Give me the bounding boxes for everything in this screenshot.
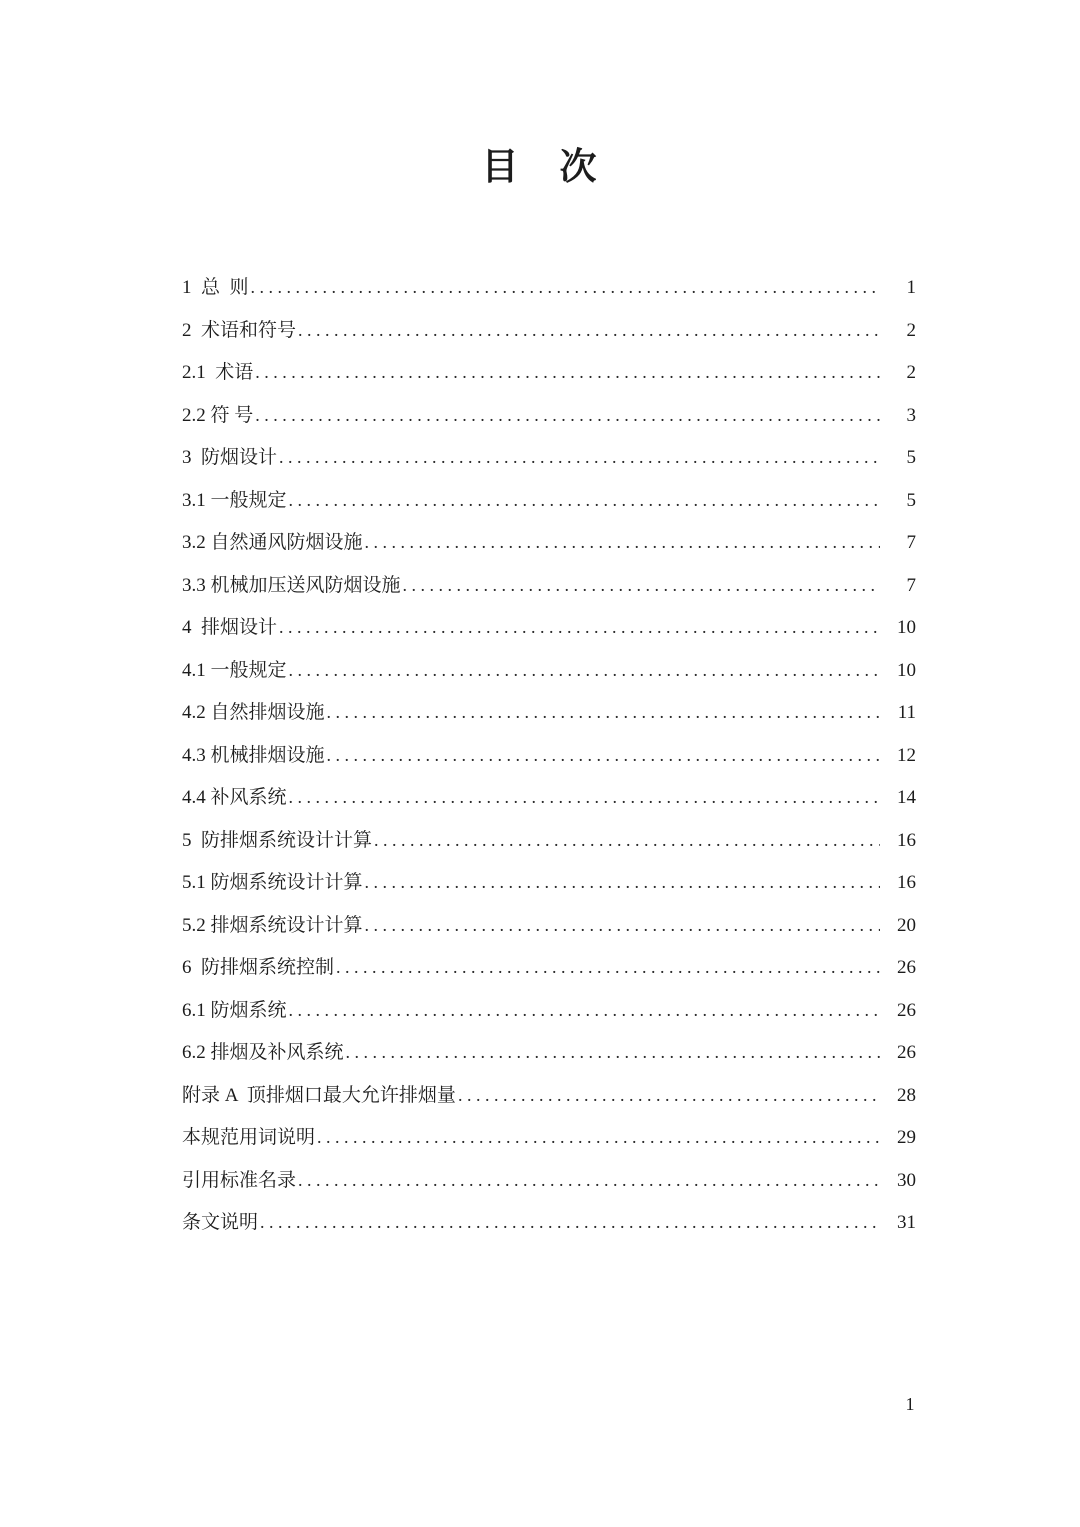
- toc-dot-leader: [289, 479, 880, 523]
- toc-entry: [182, 479, 916, 522]
- toc-entry-page: 16: [897, 872, 916, 893]
- toc-entry: [182, 776, 916, 819]
- toc-entry-label: 2.2 符 号: [182, 404, 254, 426]
- toc-entry-label: 6.2 排烟及补风系统: [182, 1042, 344, 1063]
- toc-entry-page: 5: [906, 489, 916, 511]
- toc-entry-label: 4.2 自然排烟设施: [182, 702, 325, 723]
- toc-entry: [182, 266, 916, 309]
- table-of-contents: [182, 266, 916, 1244]
- toc-dot-leader: [374, 819, 880, 863]
- toc-dot-leader: [289, 989, 880, 1033]
- toc-dot-leader: [289, 649, 880, 693]
- toc-dot-leader: [365, 904, 880, 948]
- toc-entry-page: 12: [897, 744, 916, 766]
- toc-entry-label: 1 总 则: [182, 277, 249, 298]
- toc-dot-leader: [279, 606, 880, 650]
- toc-entry-label: 4.3 机械排烟设施: [182, 744, 325, 766]
- toc-entry-page: 10: [897, 617, 916, 638]
- toc-entry: [182, 861, 916, 904]
- toc-entry-page: 29: [897, 1127, 916, 1148]
- toc-entry: [182, 904, 916, 947]
- toc-dot-leader: [327, 691, 880, 735]
- toc-entry: [182, 1159, 916, 1202]
- toc-entry-label: 2.1 术语: [182, 362, 254, 383]
- toc-dot-leader: [365, 861, 880, 905]
- toc-entry: [182, 946, 916, 989]
- toc-entry-label: 引用标准名录: [182, 1169, 297, 1191]
- toc-entry-page: 28: [897, 1084, 916, 1106]
- toc-dot-leader: [336, 946, 880, 990]
- toc-entry: [182, 351, 916, 394]
- toc-entry-label: 3.3 机械加压送风防烟设施: [182, 574, 401, 596]
- toc-dot-leader: [458, 1074, 880, 1118]
- toc-entry-label: 5.1 防烟系统设计计算: [182, 872, 363, 893]
- toc-entry-label: 附录 A 顶排烟口最大允许排烟量: [182, 1084, 456, 1106]
- toc-entry: [182, 521, 916, 564]
- toc-entry-label: 本规范用词说明: [182, 1127, 316, 1148]
- page-title: 目 次: [481, 147, 599, 188]
- toc-entry: [182, 989, 916, 1032]
- toc-entry-page: 31: [897, 1212, 916, 1233]
- toc-entry: [182, 819, 916, 862]
- toc-dot-leader: [255, 394, 880, 438]
- toc-entry-page: 2: [906, 362, 916, 383]
- toc-entry-page: 5: [906, 447, 916, 468]
- toc-dot-leader: [289, 776, 880, 820]
- toc-dot-leader: [260, 1201, 880, 1245]
- toc-dot-leader: [251, 266, 880, 310]
- toc-dot-leader: [317, 1116, 880, 1160]
- toc-entry-label: 6 防排烟系统控制: [182, 957, 335, 978]
- toc-entry-page: 16: [897, 829, 916, 851]
- toc-entry: [182, 691, 916, 734]
- toc-entry-page: 10: [897, 659, 916, 681]
- toc-entry-page: 26: [897, 1042, 916, 1063]
- toc-entry: [182, 1201, 916, 1244]
- toc-entry-label: 3.1 一般规定: [182, 489, 287, 511]
- toc-entry-label: 6.1 防烟系统: [182, 999, 287, 1021]
- toc-entry: [182, 1074, 916, 1117]
- toc-dot-leader: [327, 734, 880, 778]
- toc-dot-leader: [255, 351, 880, 395]
- toc-entry-page: 3: [906, 404, 916, 426]
- toc-entry: [182, 309, 916, 352]
- toc-dot-leader: [365, 521, 880, 565]
- toc-entry-page: 2: [906, 319, 916, 341]
- toc-entry-page: 30: [897, 1169, 916, 1191]
- toc-entry: [182, 1116, 916, 1159]
- toc-entry: [182, 606, 916, 649]
- toc-entry-page: 14: [897, 787, 916, 808]
- toc-entry-page: 1: [906, 277, 916, 298]
- toc-dot-leader: [279, 436, 880, 480]
- toc-entry: [182, 734, 916, 777]
- toc-entry-page: 26: [897, 999, 916, 1021]
- toc-entry-label: 4 排烟设计: [182, 617, 278, 638]
- toc-entry-label: 条文说明: [182, 1212, 259, 1233]
- toc-entry-label: 3 防烟设计: [182, 447, 278, 468]
- toc-dot-leader: [298, 309, 880, 353]
- toc-entry: [182, 649, 916, 692]
- toc-entry-page: 20: [897, 914, 916, 936]
- toc-entry-label: 3.2 自然通风防烟设施: [182, 532, 363, 553]
- toc-entry-page: 7: [906, 532, 916, 553]
- toc-entry-page: 7: [906, 574, 916, 596]
- toc-entry: [182, 436, 916, 479]
- toc-entry-label: 4.4 补风系统: [182, 787, 287, 808]
- toc-entry-label: 4.1 一般规定: [182, 659, 287, 681]
- toc-entry: [182, 1031, 916, 1074]
- toc-dot-leader: [346, 1031, 880, 1075]
- toc-entry-page: 11: [897, 702, 916, 723]
- toc-entry-label: 5.2 排烟系统设计计算: [182, 914, 363, 936]
- footer-page-number: 1: [905, 1394, 915, 1414]
- toc-entry: [182, 394, 916, 437]
- toc-dot-leader: [298, 1159, 880, 1203]
- toc-entry-label: 2 术语和符号: [182, 319, 297, 341]
- toc-entry-page: 26: [897, 957, 916, 978]
- toc-dot-leader: [403, 564, 880, 608]
- toc-entry: [182, 564, 916, 607]
- toc-entry-label: 5 防排烟系统设计计算: [182, 829, 373, 851]
